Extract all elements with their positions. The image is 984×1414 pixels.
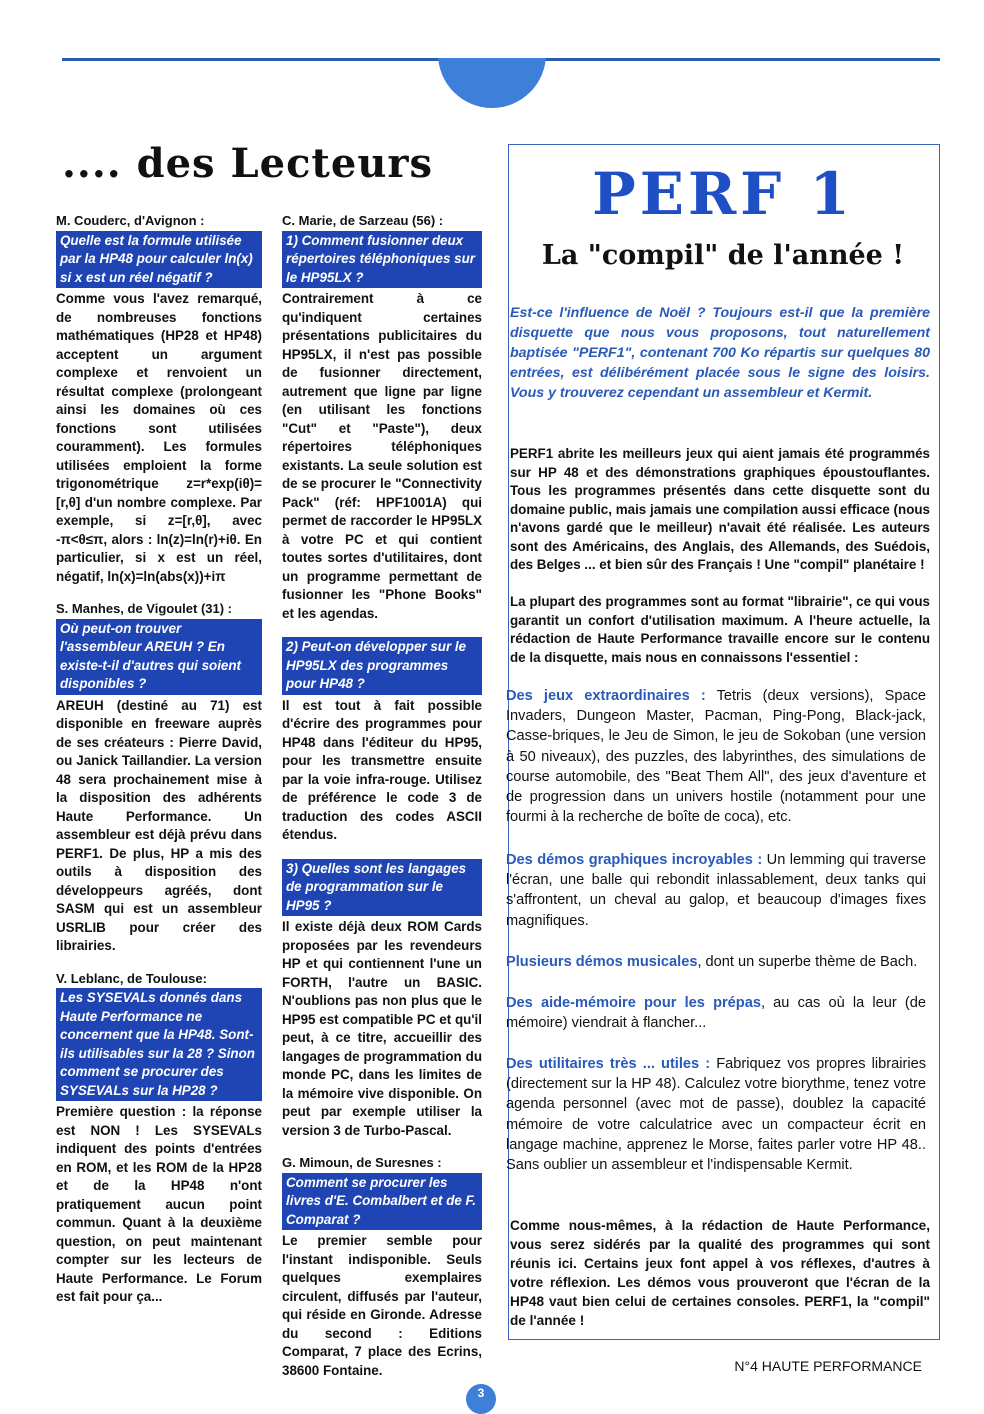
feature-memory-aids: Des aide-mémoire pour les prépas, au cas où la leur (de mémoire) viendrait à flancher... xyxy=(506,995,927,1032)
letter-author: G. Mimoun, de Suresnes : xyxy=(282,1155,442,1170)
letter-question: Où peut-on trouver l'assembleur AREUH ? En existe-t-il d'autres qui soient disponibles ? xyxy=(56,619,262,695)
perf1-intro: Est-ce l'influence de Noël ? Toujours est-il que la première disquette que nous vous proposons, tout naturellement baptisée "PERF1", contenant 700 Ko répartis sur quelques 80 entrées, est délibérément placée sous le signe des loisirs. Vous y trouverez cependant un assembleur et Kermit. xyxy=(510,305,930,401)
perf1-paragraph: PERF1 abrite les meilleurs jeux qui aient jamais été programmés sur HP 48 et des démonstrations graphiques époustouflantes. Tous les programmes présentés dans cette disquette sont du domaine public, mais jamais une compilation aussi efficace (nous n'avons gardé que le meilleur) n'avait été réalisée. Les auteurs sont des Américains, des Anglais, des Allemands, des Suédois, des Belges ... et bien sûr des Français ! Une "compil" planétaire ! xyxy=(510,446,930,572)
letters-right-column xyxy=(282,212,482,1380)
letter-question: Comment se procurer les livres d'E. Combalbert et de F. Comparat ? xyxy=(282,1173,482,1231)
letter-question: 1) Comment fusionner deux répertoires téléphoniques sur le HP95LX ? xyxy=(282,231,482,289)
page-title: .... des Lecteurs xyxy=(62,140,434,187)
perf1-subtitle: La "compil" de l'année ! xyxy=(541,240,905,271)
letter-answer: Il est tout à fait possible d'écrire des programmes pour HP48 dans l'éditeur du HP95, pour les transmettre ensuite par la voie infra-rouge. Utilisez de préférence le code 3 de traduction des codes ASCII étendus. xyxy=(282,697,482,842)
letter-answer: AREUH (destiné au 71) est disponible en freeware auprès de ses créateurs : Pierre David, ou Janick Taillandier. La version 48 sera prochainement mise à la disposition des adhérents Haute Performance. Un assembleur est déjà prévu dans PERF1. De plus, HP a mis des outils à disposition des développeurs agréés, dont SASM qui est un assembleur USRLIB pour créer des librairies. xyxy=(56,697,262,953)
letter-answer: Comme vous l'avez remarqué, de nombreuses fonctions mathématiques (HP28 et HP48) acceptent un argument complexe et renvoient un résultat complexe (prolongeant ainsi les domaines où ces fonctions sont utilisées couramment). Les formules utilisées emploient la forme trigonométrique z=r*exp(iθ)=[r,θ] d'un nombre complexe. Par exemple, si z=[r,θ], avec -π<θ≤π, alors : ln(z)=ln(r)+iθ. En particulier, si x est un réel, négatif, ln(x)=ln(abs(x))+iπ xyxy=(56,291,262,584)
letter-author: S. Manhes, de Vigoulet (31) : xyxy=(56,601,233,616)
letter-answer: Le premier semble pour l'instant indisponible. Seuls quelques exemplaires circulent, diffusés par l'auteur, qui réside en Gironde. Adresse du second : Editions Comparat, 7 place des Ecrins, 38600 Fontaine. xyxy=(282,1233,482,1378)
letter-question: Les SYSEVALs donnés dans Haute Performance ne concernent que la HP48. Sont-ils utilisables sur la 28 ? Sinon comment se procurer des SYSEVALs sur la HP28 ? xyxy=(56,988,262,1101)
letter-question: 2) Peut-on développer sur le HP95LX des programmes pour HP48 ? xyxy=(282,637,482,695)
page-number: 3 xyxy=(466,1384,496,1414)
letters-left-column xyxy=(56,212,262,1307)
letter-answer: Première question : la réponse est NON ! Les SYSEVALs indiquent des points d'entrées en ROM, et les ROM de la HP28 et de la HP48 n'ont pratiquement aucun point commun. Quant à la deuxième question, on peut maintenant compter sur les lecteurs de Haute Performance. Le Forum est fait pour ça... xyxy=(56,1104,262,1304)
letter-question: 3) Quelles sont les langages de programmation sur le HP95 ? xyxy=(282,859,482,917)
feature-utilities: Des utilitaires très ... utiles : Fabriquez vos propres librairies (directement sur la HP 48). Calculez votre biorythme, tenez votre agenda personnel (avec mot de passe), doublez la capacité mémoire de votre calculatrice avec un compacteur écrit en langage machine, apprenez le Morse, faites parler votre HP 48.. Sans oublier un assembleur et l'indispensable Kermit. xyxy=(506,1056,926,1174)
letter-answer: Il existe déjà deux ROM Cards proposées par les revendeurs HP et qui contiennent l'une un FORTH, l'autre un BASIC. N'oublions pas non plus que le HP95 est compatible PC et qu'il peut, à ce titre, accueillir des langages de programmation du monde PC, dans les limites de la mémoire vive disponible. On peut par exemple utiliser la version 3 de Turbo-Pascal. xyxy=(282,919,482,1138)
letter-author: C. Marie, de Sarzeau (56) : xyxy=(282,213,444,228)
letter-answer: Contrairement à ce qu'indiquent certaines présentations publicitaires du HP95LX, il n'est pas possible de fusionner directement, autrement que ligne par ligne (en utilisant les fonctions "Cut" et "Paste"), deux répertoires téléphoniques existants. La seule solution est de se procurer le "Connectivity Pack" (réf: HPF1001A) qui permet de raccorder le HP95LX à votre PC et qui contient toutes sortes d'utilitaires, dont un programme permettant de fusionner les "Phone Books" et les agendas. xyxy=(282,291,482,621)
letter-author: V. Leblanc, de Toulouse: xyxy=(56,970,207,986)
perf1-closing: Comme nous-mêmes, à la rédaction de Haute Performance, vous serez sidérés par la qualité des programmes qui sont réunis ici. Certains jeux font appel à vos réflexes, d'autres à votre réflexion. Les démos vous prouveront que l'écran de la HP48 vaut bien celui de certaines consoles. PERF1, la "compil" de l'année ! xyxy=(510,1218,930,1328)
footer-magazine-issue: N°4 HAUTE PERFORMANCE xyxy=(734,1358,922,1374)
feature-graphic-demos: Des démos graphiques incroyables : Un lemming qui traverse l'écran, une balle qui rebondit inlassablement, deux tanks qui s'affrontent, un cheval au galop, et beaucoup d'images fixes magnifiques. xyxy=(506,852,926,929)
perf1-title: PERF 1 xyxy=(592,160,854,228)
feature-music-demos: Plusieurs démos musicales, dont un superbe thème de Bach. xyxy=(506,954,918,970)
letter-author: M. Couderc, d'Avignon : xyxy=(56,213,205,228)
perf1-paragraph: La plupart des programmes sont au format "librairie", ce qui vous garantit un confort d'utilisation maximum. A l'heure actuelle, la rédaction de Haute Performance travaille encore sur le contenu de la disquette, mais nous en connaissons l'essentiel : xyxy=(510,594,930,665)
feature-games: Des jeux extraordinaires : Tetris (deux versions), Space Invaders, Dungeon Master, Pacman, Ping-Pong, Black-jack, Casse-briques, le Jeu de Simon, le jeu de Sokoban (une version à 50 niveaux), des puzzles, des labyrinthes, des simulations de course automobile, des "Beat Them All", des jeux d'aventure et de progression dans un univers hostile (notamment pour une fourmi à la recherche de boîte de coca), etc. xyxy=(506,688,926,826)
letter-question: Quelle est la formule utilisée par la HP48 pour calculer ln(x) si x est un réel négatif ? xyxy=(56,231,262,289)
